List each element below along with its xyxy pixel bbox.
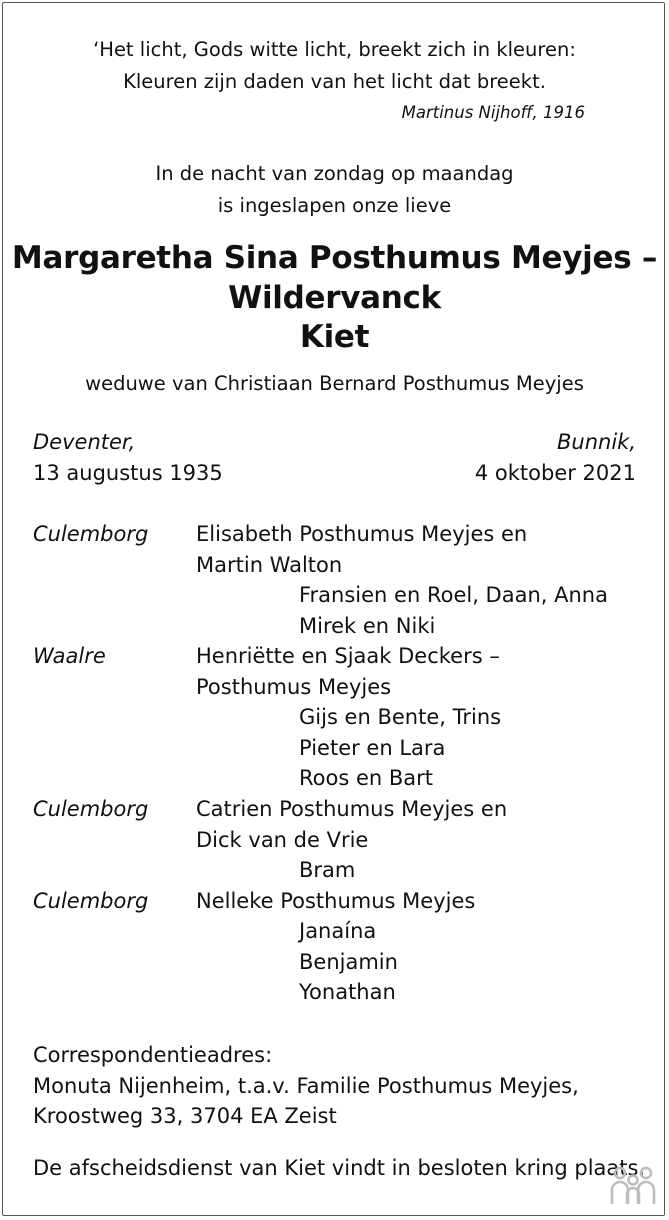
- family-member: Martin Walton: [196, 553, 343, 577]
- grandchildren: Mirek en Niki: [299, 614, 436, 638]
- family-figures-icon: [608, 1164, 658, 1206]
- correspondence-line-1: Monuta Nijenheim, t.a.v. Familie Posthumus Meyjes,: [33, 1074, 579, 1098]
- family-place: Waalre: [33, 644, 106, 668]
- correspondence-label: Correspondentieadres:: [33, 1043, 273, 1067]
- quote-attribution: Martinus Nijhoff, 1916: [401, 103, 585, 122]
- birth-place: Deventer,: [33, 430, 136, 454]
- grandchildren: Yonathan: [299, 980, 396, 1004]
- family-member: Catrien Posthumus Meyjes en: [196, 797, 508, 821]
- death-date: 4 oktober 2021: [474, 461, 636, 485]
- intro-line-1: In de nacht van zondag op maandag: [155, 162, 514, 185]
- correspondence-line-2: Kroostweg 33, 3704 EA Zeist: [33, 1104, 337, 1128]
- grandchildren: Gijs en Bente, Trins: [299, 705, 502, 729]
- family-place: Culemborg: [33, 522, 149, 546]
- family-member: Henriëtte en Sjaak Deckers –: [196, 644, 500, 668]
- grandchildren: Pieter en Lara: [299, 736, 446, 760]
- deceased-name-line-1: Margaretha Sina Posthumus Meyjes –: [11, 240, 658, 276]
- family-member: Nelleke Posthumus Meyjes: [196, 889, 476, 913]
- deceased-nickname: Kiet: [299, 319, 370, 355]
- family-member: Dick van de Vrie: [196, 828, 369, 852]
- deceased-name-line-2: Wildervanck: [228, 280, 441, 316]
- birth-date: 13 augustus 1935: [33, 461, 223, 485]
- grandchildren: Benjamin: [299, 950, 398, 974]
- family-place: Culemborg: [33, 797, 149, 821]
- grandchildren: Fransien en Roel, Daan, Anna: [299, 583, 608, 607]
- family-member: Elisabeth Posthumus Meyjes en: [196, 522, 528, 546]
- family-place: Culemborg: [33, 889, 149, 913]
- quote-line-2: Kleuren zijn daden van het licht dat breekt.: [123, 70, 546, 93]
- family-member: Posthumus Meyjes: [196, 675, 392, 699]
- grandchildren: Bram: [299, 858, 356, 882]
- death-place: Bunnik,: [556, 430, 636, 454]
- grandchildren: Janaína: [299, 919, 377, 943]
- widow-of: weduwe van Christiaan Bernard Posthumus Meyjes: [85, 372, 584, 395]
- quote-line-1: ‘Het licht, Gods witte licht, breekt zich in kleuren:: [93, 38, 576, 61]
- grandchildren: Roos en Bart: [299, 766, 434, 790]
- intro-line-2: is ingeslapen onze lieve: [217, 194, 452, 217]
- service-note: De afscheidsdienst van Kiet vindt in besloten kring plaats.: [33, 1156, 646, 1180]
